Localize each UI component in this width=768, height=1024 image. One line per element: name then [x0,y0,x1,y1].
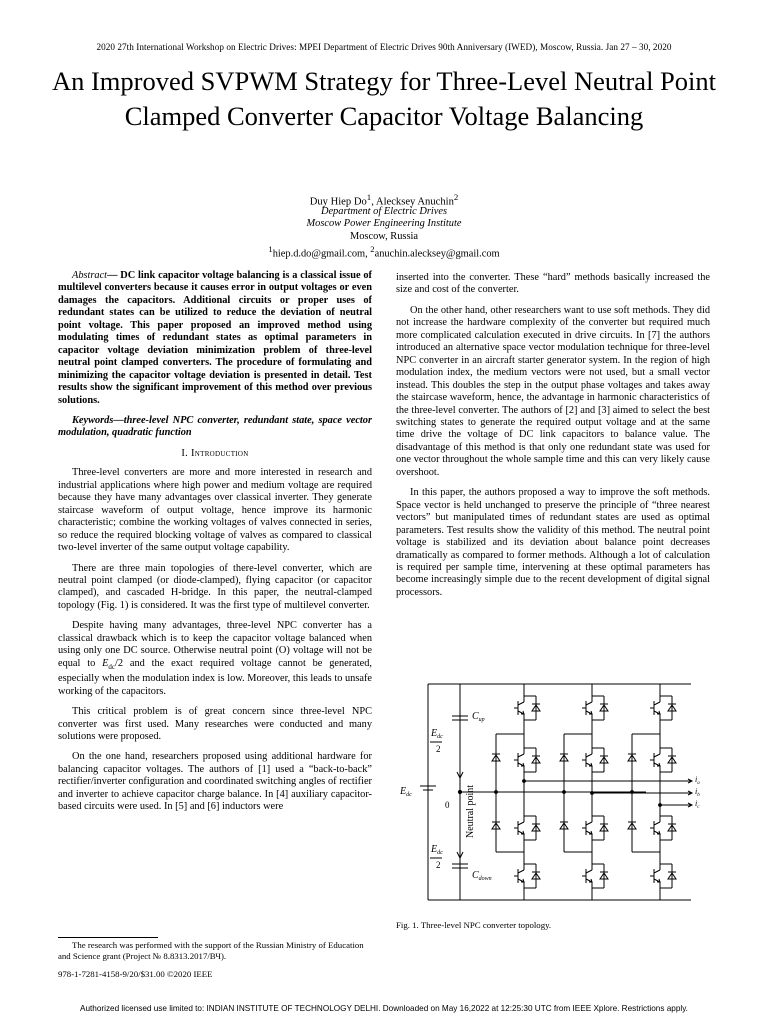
department: Department of Electric Drives [320,206,448,217]
footnote: The research was performed with the support of the Russian Ministry of Education and Science grant (Project № 8.8313.2017/ВЧ). [58,940,364,961]
output-node [523,780,526,783]
emails [0,243,768,261]
paragraph: In this paper, the authors proposed a way to improve the soft methods. Space vector is held unchanged to preserve the principle of “three nearest vectors” but manipulated times of redundant states are used as optimal parameters. Test results show the validity of this method. The neutral point voltage is stabilized and its deviation about balance point decreases dramatically as compared to former methods. Although a lot of calculation is required per sample time, intervening at these optimal parameters has become increasingly simple due to the recent development of digital signal processors. [396,487,710,598]
isbn-line: 978-1-7281-4158-9/20/$31.00 ©2020 IEEE [58,969,213,979]
clamp-node [495,791,498,794]
igbt-collector [654,702,660,705]
abstract-text: DC link capacitor voltage balancing is a classical issue of multilevel converters because it causes error in output voltages or even damages the capacitors. Additional circuits or proper uses of redundant states can be utilized to reduce the deviation of neutral point voltage. This paper proposed an improved method using modulating times of redundant states as optimal parameters in capacitor voltage deviation minimization problem of three-level neutral point clamped converters. The procedure of formulating and minimizing the capacitor voltage deviation is presented in detail. Test results show the significant improvement of this method over previous solutions. [58,270,372,406]
label-half-top: $E_{dc}$ [431,728,443,740]
label-c-up: $C_{up}$ [472,711,485,723]
paragraph: On the one hand, researchers proposed using additional hardware for balancing capacitor voltages. The authors of [1] used a “back-to-back” rectifier/inverter configuration and coordinated switching angles of rectifier and inverter to achieve capacitor charge balance. In [4] auxiliary capacitor-based circuits were used. In [5] and [6] inductors were [58,751,372,813]
license-notice: Authorized licensed use limited to: INDIAN INSTITUTE OF TECHNOLOGY DELHI. Downloaded on May 16,2022 at 12:25:30 UTC from IEEE Xplore. Restrictions apply. [80,1004,688,1013]
neutral-node [458,790,461,793]
paragraph: This critical problem is of great concern since three-level NPC converter was first used. Many researches were conducted and many solutions were proposed. [58,706,372,743]
paragraph: Three-level converters are more and more interested in research and industrial applications where high power and medium voltage are required because they have many advantages over classical inverter. They generate staircase waveform of output voltage, hence improve its harmonic characteristic; combine the working voltages of valves connected in series, so reduce the required blocking voltage of valves as compared to classical two-level inverter of the same output voltage capability. [58,467,372,554]
igbt-collector [586,702,592,705]
label-zero: 0 [445,800,450,810]
igbt-collector [654,754,660,757]
paragraph-text: and the exact required voltage cannot be generated, especially when the modulation index is low. Moreover, this leads to unsafe working of the capacitors. [58,657,372,697]
paragraph-text: Despite having many advantages, three-level NPC converter has a classical drawback which is to keep the capacitor voltage balanced when using only one DC source. Otherwise neutral point (O) voltage will not be equal to [58,620,372,669]
author-superscript: 2 [453,192,459,202]
math-subscript: dc [108,662,116,671]
location: Moscow, Russia [349,230,419,242]
email-link[interactable]: anuchin.alecksey@gmail.com [374,248,500,260]
left-column [58,270,372,822]
label-edc: $E_{dc}$ [400,786,412,798]
keywords-label: Keywords— [72,414,124,426]
label-c-down: $C_{down}$ [472,870,492,882]
igbt-collector [518,870,524,873]
clamp-node [563,791,566,794]
math-symbol: E [102,657,109,669]
label-half-bot: $E_{dc}$ [431,844,443,856]
output-node [591,792,594,795]
email-link[interactable]: hiep.d.do@gmail.com, [272,248,371,260]
author-superscript: 1 [366,192,372,202]
label-ic: $i_c$ [695,799,700,810]
paragraph: There are three main topologies of there-level converter, which are neutral point clamped (or diode-clamped), flying capacitor (or capacitor clamped), and cascaded H-bridge. In this paper, the neutral-clamped topology (Fig. 1) is considered. It was the first type of multilevel converter. [58,562,372,611]
igbt-collector [586,754,592,757]
conference-header: 2020 27th International Workshop on Electric Drives: MPEI Department of Electric Drives 90th Anniversary (IWED), Moscow, Russia. Jan 27 – 30, 2020 [96,42,672,52]
footnote-rule [58,937,158,938]
output-node [659,804,662,807]
paragraph [58,620,372,698]
igbt-collector [654,870,660,873]
institute: Moscow Power Engineering Institute [306,218,462,230]
abstract [58,270,372,407]
igbt-collector [518,702,524,705]
label-ia: $i_a$ [695,775,700,786]
keywords [58,415,372,440]
math-rest: /2 [115,657,124,669]
author-separator: , [371,196,376,208]
abstract-dash: — [107,270,118,281]
paper-title: An Improved SVPWM Strategy for Three-Level Neutral Point Clamped Converter Capacitor Voltage Balancing [51,66,717,131]
label-half-top-den: 2 [436,744,441,754]
clamp-node [631,791,634,794]
label-half-bot-den: 2 [436,860,441,870]
label-neutral-point: Neutral point [465,784,476,838]
label-ib: $i_b$ [695,787,700,798]
igbt-collector [586,822,592,825]
igbt-collector [586,870,592,873]
affiliation-block [0,206,768,261]
abstract-label: Abstract [72,270,108,281]
keywords-text: three-level NPC converter, redundant state, space vector modulation, quadratic function [58,414,372,439]
figure-npc-converter [396,676,722,910]
email-superscript: 2 [370,244,375,255]
igbt-collector [654,822,660,825]
paragraph: inserted into the converter. These “hard” methods basically increased the size and cost of the converter. [396,272,710,296]
author-name: Alecksey Anuchin [375,196,454,208]
igbt-collector [518,754,524,757]
figure-caption: Fig. 1. Three-level NPC converter topology. [396,920,552,930]
email-superscript: 1 [268,244,273,255]
igbt-collector [518,822,524,825]
section-heading: I. Introduction [181,447,249,459]
author-name: Duy Hiep Do [309,196,367,208]
paragraph: On the other hand, other researchers want to use soft methods. They did not increase the hardware complexity of the converter but required much more complicated calculation executed in drive circuits. In [7] the authors introduced an alternative space vector modulation technique for three-level NPC converter in an aircraft starter generator system. In the region of high modulation index, the medium vectors were not used, but a small vector instead. This doubles the step in the output phase voltages and takes away the staircase waveform, hence, the advantage in harmonic characteristics of the three-level converter. The authors of [2] and [3] aimed to select the best switching states to generate the required output voltage and at the same time drive the voltage of DC link capacitors to balance value. The disadvantage of this method is that only one redundant state was used for one vector throughout the whole sample time and this can very likely cause overshoot. [396,304,710,478]
right-column [396,272,710,607]
